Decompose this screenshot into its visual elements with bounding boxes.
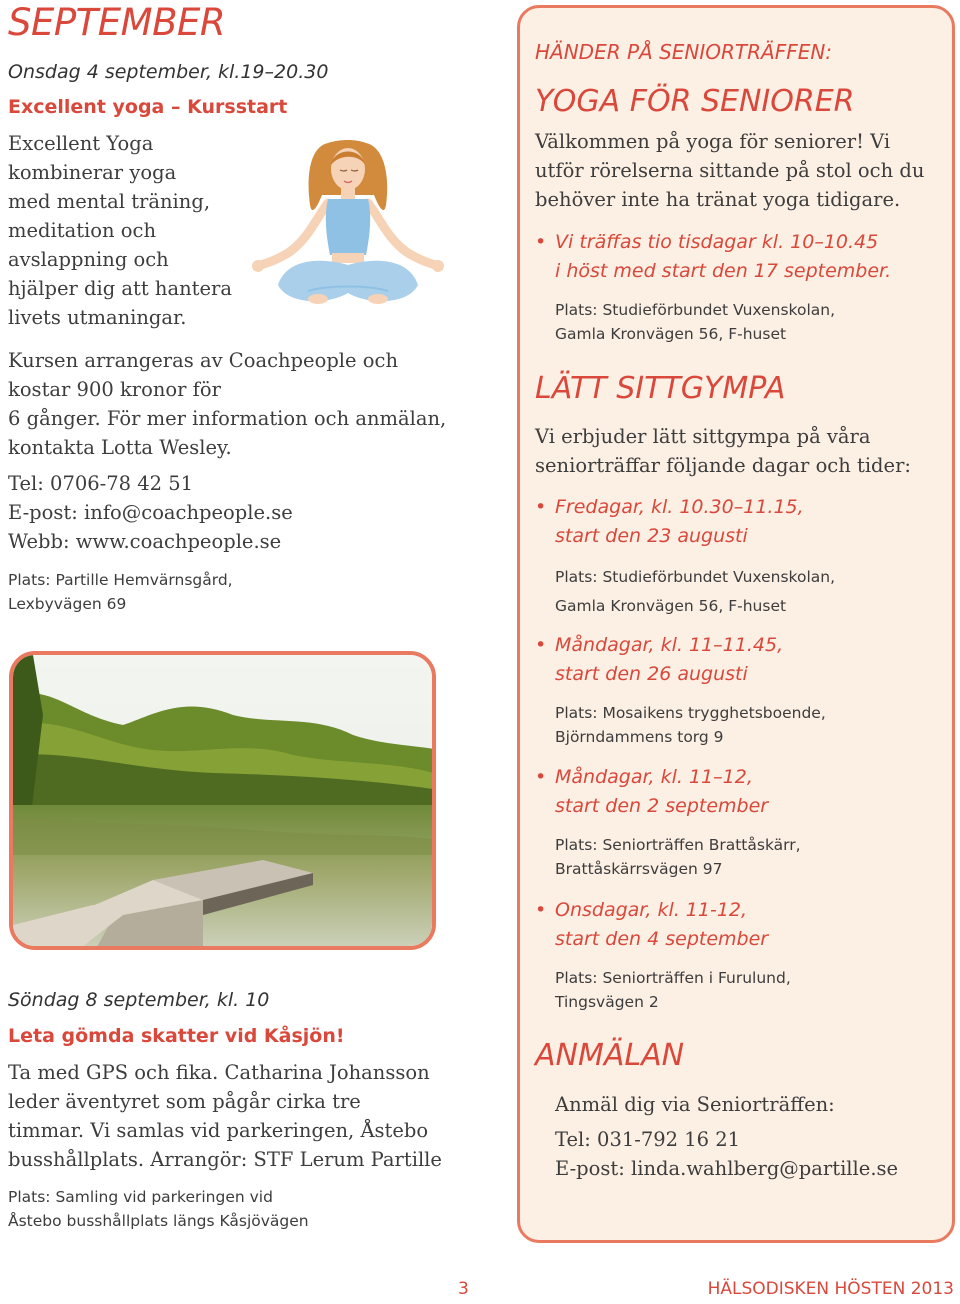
text-line: Fredagar, kl. 10.30–11.15, [555,496,804,518]
text-line: behöver inte ha tränat yoga tidigare. [535,188,901,211]
text-line: avslappning och [8,248,169,271]
text-line: hjälper dig att hantera [8,277,232,300]
list-item [535,763,945,821]
text-line: med mental träning, [8,190,211,213]
text-line: Gamla Kronvägen 56, F-huset [555,325,787,343]
lake-scene [13,655,436,950]
text-line: Plats: Mosaikens trygghetsboende, [555,704,826,722]
page-number: 3 [458,1279,469,1299]
text-line: Plats: Studieförbundet Vuxenskolan, [555,568,836,586]
gympa-session [535,896,945,954]
event1-plats [8,568,488,616]
text-line: utför rörelserna sittande på stol och du [535,159,925,182]
gympa-intro [535,422,945,480]
event2-description [8,1058,508,1174]
email-link[interactable]: E-post: info@coachpeople.se [8,501,293,524]
yoga-heading: YOGA FÖR SENIORER [535,84,855,119]
text-line: Excellent Yoga [8,132,154,155]
text-line: Välkommen på yoga för seniorer! Vi [535,130,891,153]
text-line: livets utmaningar. [8,306,187,329]
yoga-woman-illustration [248,135,448,315]
list-item [535,228,945,286]
event2-title: Leta gömda skatter vid Kåsjön! [8,1025,345,1047]
yoga-plats [535,298,945,346]
text-line: start den 2 september [555,795,769,817]
text-line: busshållplats. Arrangör: STF Lerum Partille [8,1148,442,1171]
text-line: start den 26 augusti [555,663,748,685]
text-line: Plats: Samling vid parkeringen vid [8,1188,273,1206]
text-line: Lexbyvägen 69 [8,595,127,613]
gympa-session-plats [535,966,945,1014]
email-link[interactable]: E-post: linda.wahlberg@partille.se [555,1157,899,1180]
text-line: Gamla Kronvägen 56, F-huset [555,597,787,615]
text-line: Plats: Partille Hemvärnsgård, [8,571,233,589]
text-line: Kursen arrangeras av Coachpeople och [8,349,398,372]
gympa-session-plats [535,833,945,881]
website-link[interactable]: Webb: www.coachpeople.se [8,530,282,553]
text-line: Brattåskärrsvägen 97 [555,860,723,878]
event1-title: Excellent yoga – Kursstart [8,96,288,118]
list-item [535,493,945,551]
anmalan-heading: ANMÄLAN [535,1038,685,1073]
event1-info [8,346,488,462]
publication-name: HÄLSODISKEN HÖSTEN 2013 [707,1279,954,1299]
anmalan-details [555,1090,945,1183]
event1-description [8,129,248,332]
phone-text: Tel: 0706-78 42 51 [8,472,194,495]
text-line: 6 gånger. För mer information och anmälan, [8,407,447,430]
text-line: Plats: Seniorträffen Brattåskärr, [555,836,801,854]
list-item [535,896,945,954]
event1-date: Onsdag 4 september, kl.19–20.30 [8,61,329,83]
text-line: Ta med GPS och fika. Catharina Johansson [8,1061,430,1084]
phone-text: Tel: 031-792 16 21 [555,1128,741,1151]
text-line: Måndagar, kl. 11–11.45, [555,634,784,656]
event1-contact [8,469,488,556]
text-line: start den 4 september [555,928,769,950]
text-line: Onsdagar, kl. 11-12, [555,899,748,921]
gympa-session [535,631,945,689]
list-item [535,631,945,689]
box-kicker: HÄNDER PÅ SENIORTRÄFFEN: [535,40,833,64]
text-line: Vi träffas tio tisdagar kl. 10–10.45 [555,231,879,253]
text-line: meditation och [8,219,157,242]
gympa-session [535,763,945,821]
text-line: start den 23 augusti [555,525,748,547]
text-line: leder äventyret som pågår cirka tre [8,1090,361,1113]
text-line: Tingsvägen 2 [555,993,659,1011]
text-line: kontakta Lotta Wesley. [8,436,232,459]
lake-photo [9,651,436,950]
text-line: Plats: Studieförbundet Vuxenskolan, [555,301,836,319]
month-heading: SEPTEMBER [8,1,226,44]
event2-plats [8,1185,508,1233]
text-line: timmar. Vi samlas vid parkeringen, Åstebo [8,1119,429,1142]
gympa-session-plats [535,701,945,749]
yoga-intro [535,127,945,214]
event2-date: Söndag 8 september, kl. 10 [8,989,270,1011]
gympa-session [535,493,945,551]
gympa-heading: LÄTT SITTGYMPA [535,371,786,406]
text-line: seniorträffar följande dagar och tider: [535,454,911,477]
text-line: Måndagar, kl. 11–12, [555,766,753,788]
text-line: Vi erbjuder lätt sittgympa på våra [535,425,871,448]
text-line: kostar 900 kronor för [8,378,221,401]
text-line: Plats: Seniorträffen i Furulund, [555,969,791,987]
text-line: i höst med start den 17 september. [555,260,892,282]
text-line: kombinerar yoga [8,161,177,184]
text-line: Anmäl dig via Seniorträffen: [555,1093,835,1116]
yoga-schedule [535,228,945,286]
text-line: Åstebo busshållplats längs Kåsjövägen [8,1212,309,1230]
gympa-session-plats [535,563,945,621]
text-line: Björndammens torg 9 [555,728,724,746]
